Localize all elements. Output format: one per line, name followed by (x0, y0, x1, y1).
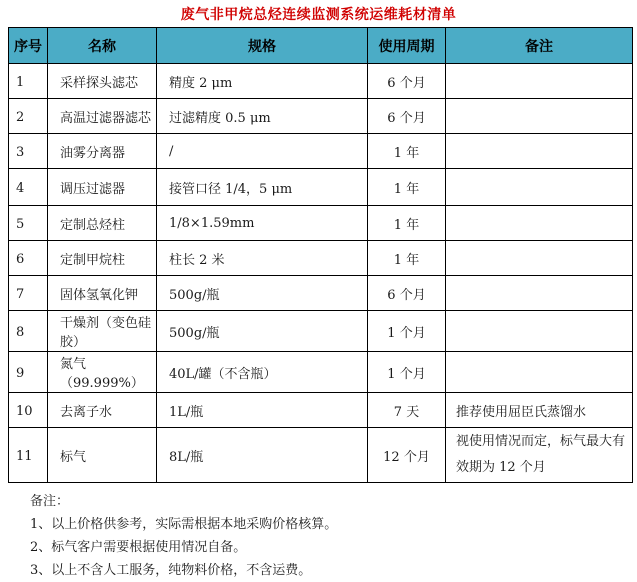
cell-spec: 500g/瓶 (157, 276, 368, 311)
cell-no: 7 (9, 276, 48, 311)
cell-no: 9 (9, 352, 48, 393)
cell-period: 1 个月 (368, 352, 446, 393)
cell-name: 高温过滤器滤芯 (48, 99, 157, 134)
cell-period: 1 年 (368, 169, 446, 206)
cell-remark (446, 352, 633, 393)
consumables-table (8, 27, 633, 483)
table-row (9, 352, 633, 393)
cell-name: 定制总烃柱 (48, 206, 157, 241)
table-row (9, 99, 633, 134)
cell-remark (446, 276, 633, 311)
notes-label: 备注： (30, 494, 70, 509)
table-row (9, 206, 633, 241)
cell-spec: 500g/瓶 (157, 311, 368, 352)
table-row (9, 428, 633, 483)
cell-period: 7 天 (368, 393, 446, 428)
header-spec: 规格 (157, 28, 368, 64)
note-item-1: 1、以上价格供参考，实际需根据本地采购价格核算。 (30, 517, 338, 532)
cell-period: 1 个月 (368, 311, 446, 352)
cell-remark (446, 206, 633, 241)
cell-period: 1 年 (368, 134, 446, 169)
cell-name: 调压过滤器 (48, 169, 157, 206)
table-row (9, 311, 633, 352)
cell-remark (446, 241, 633, 276)
cell-name: 标气 (48, 428, 157, 483)
cell-spec: 40L/罐（不含瓶） (157, 352, 368, 393)
cell-spec: 接管口径 1/4，5 μm (157, 169, 368, 206)
cell-spec: 过滤精度 0.5 μm (157, 99, 368, 134)
cell-no: 2 (9, 99, 48, 134)
cell-remark: 视使用情况而定，标气最大有效期为 12 个月 (446, 428, 633, 483)
cell-name: 固体氢氧化钾 (48, 276, 157, 311)
table-row (9, 241, 633, 276)
table-row (9, 134, 633, 169)
notes-section (30, 490, 637, 582)
cell-spec: 柱长 2 米 (157, 241, 368, 276)
table-row (9, 169, 633, 206)
cell-no: 10 (9, 393, 48, 428)
table-header-row (9, 28, 633, 64)
header-name: 名称 (48, 28, 157, 64)
table-row (9, 393, 633, 428)
cell-period: 12 个月 (368, 428, 446, 483)
cell-name: 干燥剂（变色硅胶） (48, 311, 157, 352)
cell-remark (446, 169, 633, 206)
cell-no: 4 (9, 169, 48, 206)
cell-no: 5 (9, 206, 48, 241)
header-period: 使用周期 (368, 28, 446, 64)
cell-spec: 精度 2 μm (157, 64, 368, 99)
cell-remark (446, 99, 633, 134)
cell-period: 6 个月 (368, 276, 446, 311)
table-row (9, 276, 633, 311)
cell-period: 1 年 (368, 206, 446, 241)
cell-no: 1 (9, 64, 48, 99)
cell-name: 油雾分离器 (48, 134, 157, 169)
note-item-2: 2、标气客户需要根据使用情况自备。 (30, 540, 247, 555)
cell-no: 11 (9, 428, 48, 483)
cell-remark (446, 134, 633, 169)
cell-name: 去离子水 (48, 393, 157, 428)
header-no: 序号 (9, 28, 48, 64)
cell-spec: 8L/瓶 (157, 428, 368, 483)
note-item-3: 3、以上不含人工服务，纯物料价格，不含运费。 (30, 563, 312, 578)
cell-name: 定制甲烷柱 (48, 241, 157, 276)
cell-no: 6 (9, 241, 48, 276)
header-remark: 备注 (446, 28, 633, 64)
cell-name: 氮气（99.999%） (48, 352, 157, 393)
cell-remark: 推荐使用屈臣氏蒸馏水 (446, 393, 633, 428)
cell-period: 6 个月 (368, 64, 446, 99)
cell-name: 采样探头滤芯 (48, 64, 157, 99)
cell-no: 8 (9, 311, 48, 352)
cell-no: 3 (9, 134, 48, 169)
page-title: 废气非甲烷总烃连续监测系统运维耗材清单 (180, 7, 457, 23)
cell-spec: 1L/瓶 (157, 393, 368, 428)
cell-spec: / (157, 134, 368, 169)
cell-remark (446, 311, 633, 352)
cell-period: 6 个月 (368, 99, 446, 134)
cell-period: 1 年 (368, 241, 446, 276)
table-row (9, 64, 633, 99)
cell-remark (446, 64, 633, 99)
cell-spec: 1/8×1.59mm (157, 206, 368, 241)
